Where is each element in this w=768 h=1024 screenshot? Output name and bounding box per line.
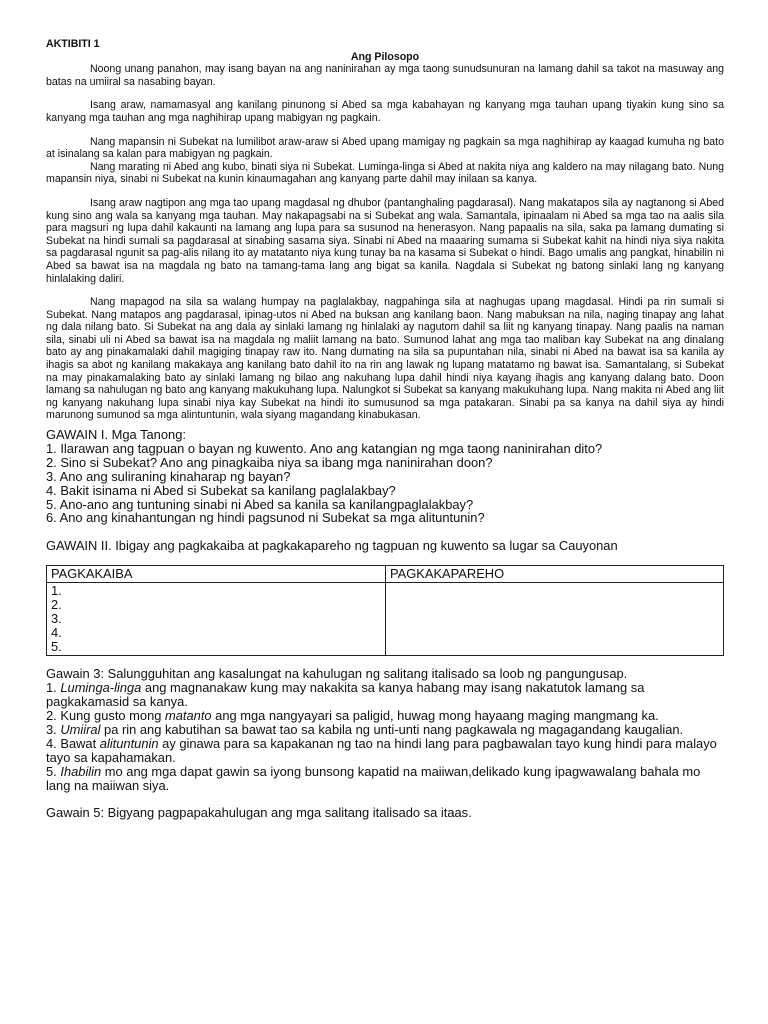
activity-label: AKTIBITI 1 [46, 38, 100, 50]
gawain-5-heading: Gawain 5: Bigyang pagpapakahulugan ang mga salitang italisado sa itaas. [46, 805, 472, 821]
gawain-1-section [46, 428, 724, 525]
question-item: 3. Ano ang suliraning kinaharap ng bayan? [46, 468, 291, 484]
gawain-3-section [46, 667, 724, 792]
pagkakapareho-cell[interactable] [386, 583, 724, 656]
question-item: 2. Sino si Subekat? Ano ang pinagkaiba niya sa ibang mga naninirahan doon? [46, 454, 493, 470]
pagkakapareho-header: PAGKAKAPAREHO [386, 566, 724, 583]
question-item: 4. Bakit isinama ni Abed si Subekat sa kanilang paglalakbay? [46, 482, 396, 498]
story-title: Ang Pilosopo [350, 50, 420, 63]
gawain-2-section [46, 539, 724, 656]
story-paragraph-1: Noong unang panahon, may isang bayan na ang naninirahan ay mga taong sunudsunuran na lamang dahil sa takot na masuway ang batas na umiiral sa nasabing bayan. [46, 63, 724, 88]
worksheet-page [46, 38, 724, 820]
question-item: 1. Ilarawan ang tagpuan o bayan ng kuwento. Ano ang katangian ng mga taong naninirahan dito? [46, 440, 603, 456]
italic-word: Luminga-linga [60, 680, 142, 696]
italic-word: Umiiral [60, 721, 101, 737]
row-number: 1. [51, 583, 62, 599]
gawain-5-section [46, 806, 724, 820]
story-paragraph-4: Nang marating ni Abed ang kubo, binati siya ni Subekat. Luminga-linga si Abed at nakita niya ang kaldero na may nilagang bato. Nung mapansin niya, sinabi ni Subekat na kunin kinaumagahan ang kanyang parte dahil may inilaan sa kanya. [46, 160, 724, 186]
story-body [46, 63, 724, 422]
italic-word: Ihabilin [60, 763, 102, 779]
question-item: 6. Ano ang kinahantungan ng hindi pagsunod ni Subekat sa mga alituntunin? [46, 510, 485, 526]
story-paragraph-6: Nang mapagod na sila sa walang humpay na paglalakbay, nagpahinga sila at naghugas upang magdasal. Hindi pa rin sumali si Subekat. Nang matapos ang pagdarasal, ipinag-utos ni Abed na buksan ang kanilang baon. Nang mabuksan na nila, naging tinapay ang lahat ng dala nilang bato. Si Subekat na ang dala ay sinlaki lamang ng hinlalaki ay nagutom dahil sa liit ng kanyang tinapay. Nang paalis na naman sila, sinabi uli ni Abed sa bawat isa na magdala ng maliit lamang na bato. Sumunod lahat ang mga tao maliban kay Subekat na ang dinalang bato ay ang pinakamalaki dahil magiging tinapay raw ito. Nang dumating na sila sa pupuntahan nila, sinabi ni Abed na bawat isa sa kanila ay ihagis sa abot ng kanilang makakaya ang kanilang bato dahil ito na rin ang lawak ng lupang matatamo ng bawat isa. Samantalang, si Subekat na may pinakamalaking bato ay sinlaki lamang ng bilao ang nakuhang lupa dahil hindi niya kayang ihagis ang kanyang dalang bato. Doon lamang sa nahulugan ng bato ang kanyang makukuhang lupa. Nalungkot si Subekat sa kanyang makukuhang lupa. Nang makita ni Abed ang liit ng kanyang nakuhang lupa sinabi niya kay Subekat na hindi ito sumusunod sa mga patakaran. Sinabi pa sa kanya na dahil siya ay hindi marunong sumunod sa mga alintuntunin, wala siyang magandang kinabukasan. [46, 296, 724, 422]
gawain-1-heading: GAWAIN I. Mga Tanong: [46, 427, 186, 443]
gawain-3-item-1: 1. Luminga-linga ang magnanakaw kung may nakakita sa kanya habang may isang nakatutok lamang sa pagkakamasid sa kanya. [46, 680, 645, 710]
italic-word: alituntunin [99, 735, 159, 751]
row-number: 4. [51, 625, 62, 641]
story-paragraph-2: Isang araw, namamasyal ang kanilang pinunong si Abed sa mga kabahayan ng kanyang mga tauhan upang tiyakin kung sino sa kanyang mga tauhan ang mga naghihirap upang mabigyan ng pagkain. [46, 99, 724, 124]
gawain-2-heading: GAWAIN II. Ibigay ang pagkakaiba at pagkakapareho ng tagpuan ng kuwento sa lugar sa Cauyonan [46, 538, 618, 554]
gawain-3-item-2: 2. Kung gusto mong matanto ang mga nangyayari sa paligid, huwag mong hayaang maging mangmang ka. [46, 708, 659, 723]
italic-word: matanto [165, 708, 212, 723]
pagkakaiba-cell[interactable] [47, 583, 386, 656]
story-paragraph-5: Isang araw nagtipon ang mga tao upang magdasal ng dhubor (pantanghaling pagdarasal). Nang makatapos sila ay nagtanong si Abed kung sino ang wala sa kanyang mga tauhan. May nakapagsabi na si Subekat ang wala. Samantala, ipinaalam ni Abed sa mga tao na aalis sila para magsuri ng lupa dahil kakaunti na lamang ang lupa para sa susunod na henerasyon. Nang papaalis na sila, saka pa lamang dumating si Subekat na hindi sumali sa pagdarasal at sinabing sasama siya. Sinabi ni Abed na maaaring sumama si Subekat kahit na hindi niya siya nakita sa pagdarasal ngunit sa pag-alis nilang ito ay matatanto niya kung tunay ba na kasama si Subekat o hindi. Bago umalis ang pangkat, hinabilin ni Abed sa bawat isa na magdala ng bato na tamang-tama lang ang bigat sa kanila. Nagdala si Subekat ng batong sinlaki lang ng kanyang hinlalaking daliri. [46, 196, 724, 285]
row-number: 3. [51, 611, 62, 627]
row-number: 2. [51, 597, 62, 613]
gawain-3-item-3: 3. Umiiral pa rin ang kabutihan sa bawat tao sa kabila ng unti-unti nang pagkawala ng magagandang kaugalian. [46, 721, 684, 737]
gawain-3-item-4: 4. Bawat alituntunin ay ginawa para sa kapakanan ng tao na hindi lang para pagbawalan tayo kung hindi para malayo tayo sa kapahamakan. [46, 735, 717, 765]
gawain-3-heading: Gawain 3: Salungguhitan ang kasalungat na kahulugan ng salitang italisado sa loob ng pangungusap. [46, 666, 628, 682]
story-paragraph-3: Nang mapansin ni Subekat na lumilibot araw-araw si Abed upang mamigay ng pagkain sa mga naghihirap ay kaagad kumuha ng bato at isinalang sa kalan para mabigyan ng pagkain. [46, 135, 724, 161]
row-number: 5. [51, 639, 62, 655]
pagkakaiba-header: PAGKAKAIBA [47, 566, 386, 583]
activity-header [46, 38, 724, 63]
comparison-table [46, 565, 724, 656]
question-list [46, 442, 724, 525]
question-item: 5. Ano-ano ang tuntuning sinabi ni Abed sa kanila sa kanilangpaglalakbay? [46, 496, 474, 512]
gawain-3-item-5: 5. Ihabilin mo ang mga dapat gawin sa iyong bunsong kapatid na maiiwan,delikado kung ipagwawalang bahala mo lang na maiiwan siya. [46, 763, 701, 793]
